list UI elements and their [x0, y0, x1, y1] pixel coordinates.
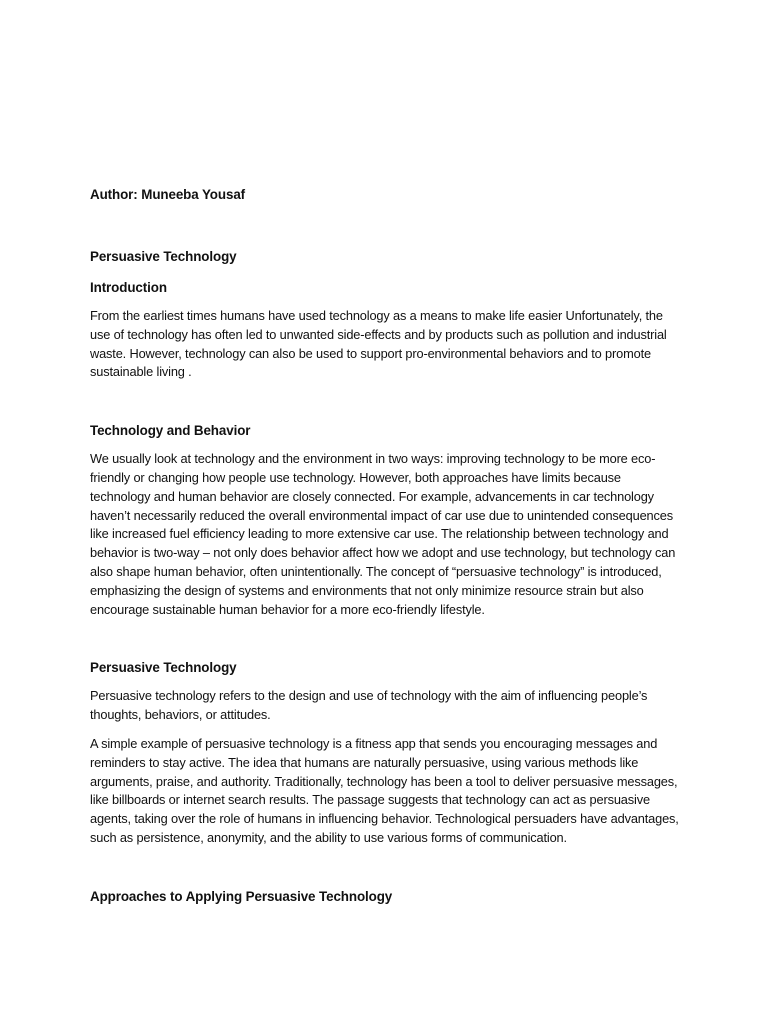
- author-line: Author: Muneeba Yousaf: [90, 187, 246, 202]
- section-heading-technology-behavior: Technology and Behavior: [90, 423, 251, 439]
- section-heading-persuasive-technology: Persuasive Technology: [90, 660, 237, 676]
- paragraph-persuasive-example: A simple example of persuasive technology is a fitness app that sends you encouraging messages and reminders to stay active. The idea that humans are naturally persuasive, using various methods like arguments, praise, and authority. Traditionally, technology has been a tool to deliver persuasive messages, like billboards or internet search results. The passage suggests that technology can act as persuasive agents, taking over the role of humans in influencing behavior. Technological persuaders have advantages, such as persistence, anonymity, and the ability to use various forms of communication.: [90, 735, 679, 845]
- document-body: [90, 185, 680, 906]
- paragraph-technology-behavior: We usually look at technology and the environment in two ways: improving technology to be more eco-friendly or changing how people use technology. However, both approaches have limits because technology and human behavior are closely connected. For example, advancements in car technology haven’t necessarily reduced the overall environmental impact of car use due to unintended consequences like increased fuel efficiency leading to more extensive car use. The relationship between technology and behavior is two-way – not only does behavior affect how we adopt and use technology, but technology can also shape human behavior, often unintentionally. The concept of “persuasive technology” is introduced, emphasizing the design of systems and environments that not only minimize resource strain but also encourage sustainable human behavior for a more eco-friendly lifestyle.: [90, 451, 676, 617]
- paragraph-introduction: From the earliest times humans have used technology as a means to make life easier Unfortunately, the use of technology has often led to unwanted side-effects and by products such as pollution and industrial waste. However, technology can also be used to support pro-environmental behaviors and to promote sustainable living .: [90, 308, 667, 380]
- section-heading-introduction: Introduction: [90, 280, 167, 295]
- paragraph-persuasive-definition: Persuasive technology refers to the design and use of technology with the aim of influencing people’s thoughts, behaviors, or attitudes.: [90, 688, 648, 723]
- section-heading-approaches: Approaches to Applying Persuasive Technology: [90, 888, 393, 904]
- document-title: Persuasive Technology: [90, 249, 237, 264]
